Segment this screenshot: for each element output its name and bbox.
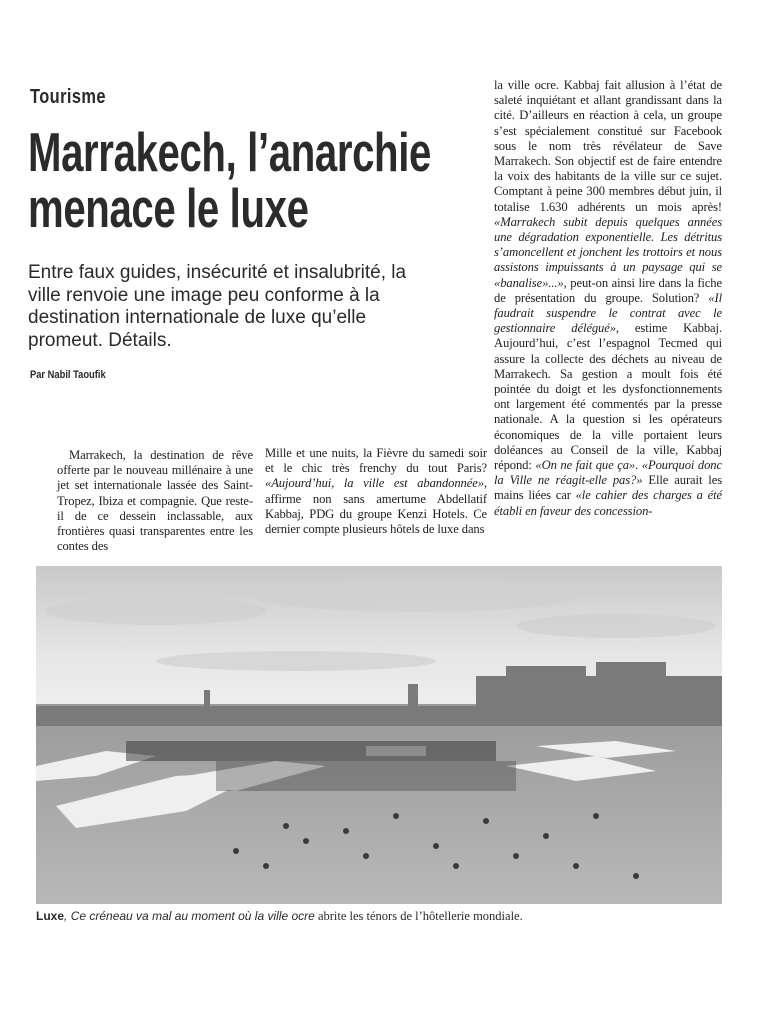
body-column-3-text — [494, 78, 722, 519]
body-column-2 — [265, 446, 487, 542]
photo-illustration — [36, 566, 722, 904]
caption-rest: abrite les ténors de l’hôtellerie mondiale. — [314, 909, 523, 923]
body-column-3 — [494, 78, 722, 540]
quote-run: «Marrakech subit depuis quelques années une dégradation exponentielle. Les détritus s’amoncellent et jonchent les trottoirs et nous assistons impuissants à un paysage qui se «banalise»...» — [494, 214, 722, 290]
text-run: , estime Kabbaj. Aujourd’hui, c’est l’espagnol Tecmed qui assure la collecte des déchets au niveau de Marrakech. Sa gestion a moult fois été pointée du doigt et les dysfonctionnements ont largement été commentés par la presse nationale. A la question si les opérateurs économiques de la ville portaient leurs doléances au Conseil de la ville, Kabbaj répond: — [494, 321, 722, 473]
quote-run: «Aujourd’hui, la ville est abandonnée» — [265, 476, 484, 491]
quote-run: «Pourquoi donc la Ville ne réagit-elle pas?» — [494, 458, 722, 488]
text-run: la ville ocre. Kabbaj fait allusion à l’état de saleté inquiétant et allant grandissant dans la cité. D’ailleurs en réaction à cela, un groupe s’est spécialement constitué sur Facebook sous le nom très révélateur de Save Marrakech. Son objectif est de faire entendre la voix des habitants de la ville sur ce sujet. Comptant à peine 300 membres début juin, il totalise 1.630 adhérents un mois après! — [494, 78, 722, 214]
body-column-1-text: Marrakech, la destination de rêve offerte par le nouveau millénaire à une jet set internationale lassée des Saint-Tropez, Ibiza et compagnie. Que reste-il de ce dessein inclassable, aux frontières quasi transparentes entre les contes des — [57, 448, 253, 554]
text-run: , peut-on ainsi lire dans la fiche de présentation du groupe. Solution? — [494, 275, 722, 305]
quote-run: «le cahier des charges a été établi en faveur des concession- — [494, 488, 722, 518]
caption-lead: Luxe — [36, 909, 65, 923]
article-title — [28, 121, 437, 239]
text-run: Elle aurait les mains liées car — [494, 473, 722, 503]
text-run: Mille et une nuits, la Fièvre du samedi soir et le chic très frenchy du tout Paris? — [265, 446, 487, 476]
caption-separator: , — [64, 909, 71, 923]
square-photo — [36, 566, 722, 904]
text-run: . — [635, 458, 642, 473]
text-run: , affirme non sans amertume Abdellatif Kabbaj, PDG du groupe Kenzi Hotels. Ce dernier compte plusieurs hôtels de luxe dans — [265, 476, 487, 537]
byline: Par Nabil Taoufik — [30, 369, 106, 381]
section-rubric: Tourisme — [30, 86, 106, 108]
quote-run: «On ne fait que ça» — [535, 458, 636, 473]
title-line-1: Marrakech, l’anarchie — [28, 121, 431, 183]
body-column-2-text — [265, 446, 487, 537]
body-column-1 — [57, 448, 253, 554]
photo-caption — [36, 909, 726, 924]
article-lede: Entre faux guides, insécurité et insalubrité, la ville renvoie une image peu conforme à la destination internationale de luxe qu’elle promeut. Détails. — [28, 262, 407, 351]
caption-italic: Ce créneau va mal au moment où la ville ocre — [70, 909, 315, 923]
title-line-2: menace le luxe — [28, 177, 309, 239]
quote-run: «Il faudrait suspendre le contrat avec le gestionnaire délégué» — [494, 290, 722, 336]
